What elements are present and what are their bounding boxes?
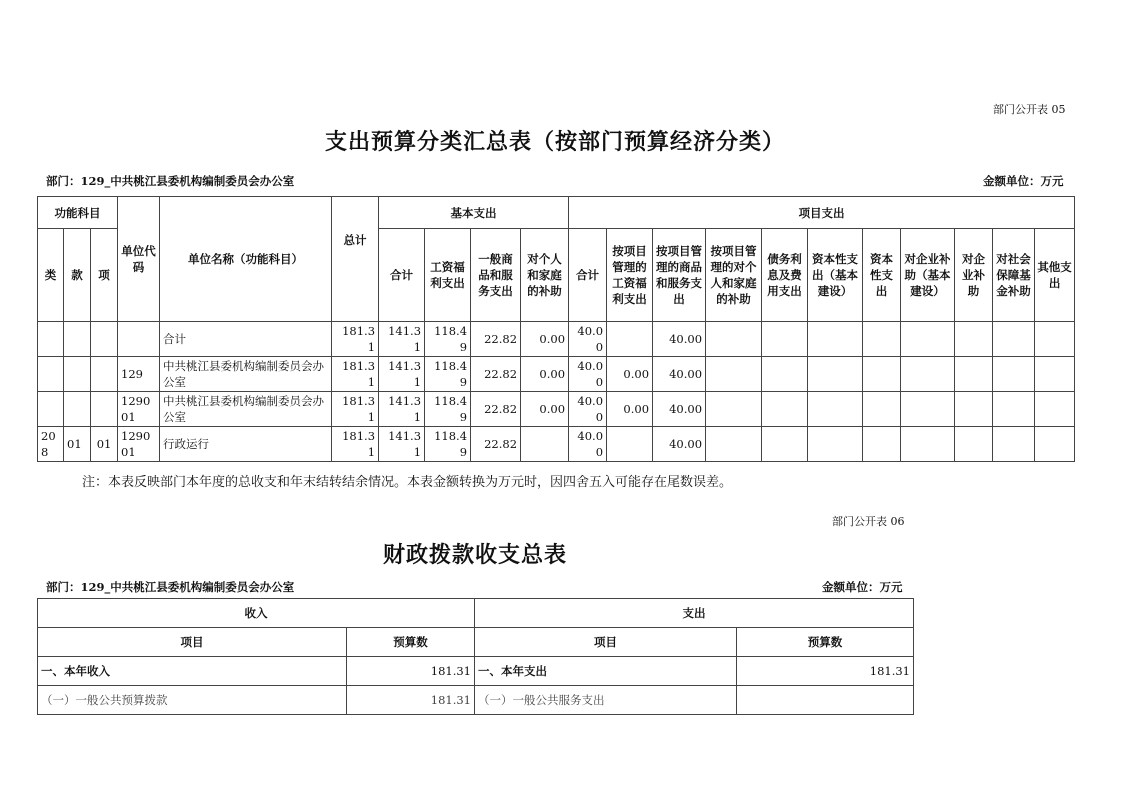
header-expense-budget: 预算数 bbox=[737, 628, 914, 657]
table-cell bbox=[762, 357, 808, 392]
table-cell: 0.00 bbox=[521, 392, 569, 427]
table-cell: 181.31 bbox=[332, 427, 379, 462]
table-cell: 合计 bbox=[160, 322, 332, 357]
table-cell bbox=[808, 392, 863, 427]
table-cell bbox=[955, 322, 993, 357]
table-cell bbox=[64, 392, 91, 427]
table-cell bbox=[901, 392, 955, 427]
table-row bbox=[38, 686, 914, 715]
income-amount: 181.31 bbox=[347, 686, 475, 715]
table-cell bbox=[38, 392, 64, 427]
header-basic-col: 合计 bbox=[379, 229, 425, 322]
table-cell bbox=[955, 392, 993, 427]
table-row bbox=[38, 322, 1075, 357]
table-cell: 129001 bbox=[118, 392, 160, 427]
table-cell bbox=[64, 322, 91, 357]
table-cell: 40.00 bbox=[653, 322, 706, 357]
department-label: 部门：129_中共桃江县委机构编制委员会办公室 bbox=[46, 174, 295, 188]
table-cell bbox=[993, 322, 1035, 357]
table-cell: 22.82 bbox=[471, 427, 521, 462]
table-row bbox=[38, 427, 1075, 462]
table-cell: 141.31 bbox=[379, 392, 425, 427]
table-cell: 40.00 bbox=[569, 427, 607, 462]
fiscal-appropriation-table bbox=[37, 598, 914, 715]
header-total: 总计 bbox=[332, 197, 379, 322]
table-cell bbox=[993, 357, 1035, 392]
table-tag: 部门公开表 05 bbox=[993, 103, 1066, 116]
table-cell: 40.00 bbox=[653, 392, 706, 427]
table-cell: 118.49 bbox=[425, 357, 471, 392]
table-cell: 行政运行 bbox=[160, 427, 332, 462]
table-cell: 0.00 bbox=[521, 322, 569, 357]
header-project-col: 对社会保障基金补助 bbox=[993, 229, 1035, 322]
header-basic-col: 工资福利支出 bbox=[425, 229, 471, 322]
header-xiang: 项 bbox=[91, 229, 118, 322]
header-project: 项目支出 bbox=[569, 197, 1075, 229]
table-cell bbox=[901, 427, 955, 462]
header-kuan: 款 bbox=[64, 229, 91, 322]
header-lei: 类 bbox=[38, 229, 64, 322]
table-cell bbox=[863, 357, 901, 392]
table-cell: 22.82 bbox=[471, 357, 521, 392]
table-cell bbox=[901, 322, 955, 357]
table-cell bbox=[808, 357, 863, 392]
table-cell: 129001 bbox=[118, 427, 160, 462]
header-project-col: 按项目管理的对个人和家庭的补助 bbox=[706, 229, 762, 322]
table-cell: 181.31 bbox=[332, 357, 379, 392]
header-project-col: 其他支出 bbox=[1035, 229, 1075, 322]
expense-classification-table bbox=[37, 196, 1075, 462]
table-cell bbox=[521, 427, 569, 462]
table-cell: 40.00 bbox=[569, 357, 607, 392]
table-cell bbox=[1035, 322, 1075, 357]
table-cell bbox=[706, 427, 762, 462]
table-cell bbox=[91, 357, 118, 392]
table-cell: 181.31 bbox=[332, 322, 379, 357]
table-cell bbox=[863, 392, 901, 427]
header-name: 单位名称（功能科目） bbox=[160, 197, 332, 322]
page-title-2: 财政拨款收支总表 bbox=[382, 542, 567, 568]
table-cell bbox=[38, 322, 64, 357]
header-project-col: 按项目管理的商品和服务支出 bbox=[653, 229, 706, 322]
table-tag-2: 部门公开表 06 bbox=[832, 515, 905, 528]
table-row bbox=[38, 357, 1075, 392]
expense-item: （一）一般公共服务支出 bbox=[475, 686, 737, 715]
header-income-item: 项目 bbox=[38, 628, 347, 657]
table-cell: 0.00 bbox=[607, 357, 653, 392]
table-cell bbox=[607, 322, 653, 357]
table-cell bbox=[762, 322, 808, 357]
table-row bbox=[38, 657, 914, 686]
table-cell bbox=[762, 392, 808, 427]
table-cell bbox=[901, 357, 955, 392]
header-income-budget: 预算数 bbox=[347, 628, 475, 657]
table-cell bbox=[38, 357, 64, 392]
table-cell: 40.00 bbox=[653, 427, 706, 462]
table-cell: 22.82 bbox=[471, 322, 521, 357]
table-cell: 22.82 bbox=[471, 392, 521, 427]
table-cell: 40.00 bbox=[569, 392, 607, 427]
header-code: 单位代码 bbox=[118, 197, 160, 322]
income-amount: 181.31 bbox=[347, 657, 475, 686]
table-cell: 141.31 bbox=[379, 357, 425, 392]
table-cell bbox=[1035, 392, 1075, 427]
table-cell bbox=[706, 392, 762, 427]
table-cell bbox=[1035, 357, 1075, 392]
table-cell bbox=[91, 322, 118, 357]
expense-amount bbox=[737, 686, 914, 715]
header-project-col: 对企业补助（基本建设） bbox=[901, 229, 955, 322]
table-cell: 40.00 bbox=[569, 322, 607, 357]
table-cell bbox=[607, 427, 653, 462]
header-project-col: 按项目管理的工资福利支出 bbox=[607, 229, 653, 322]
header-func: 功能科目 bbox=[38, 197, 118, 229]
unit-label: 金额单位：万元 bbox=[983, 174, 1064, 188]
table-cell bbox=[118, 322, 160, 357]
table-cell: 01 bbox=[91, 427, 118, 462]
table-cell: 141.31 bbox=[379, 322, 425, 357]
table-cell bbox=[863, 427, 901, 462]
table-cell bbox=[993, 392, 1035, 427]
table-cell: 118.49 bbox=[425, 392, 471, 427]
income-item: 一、本年收入 bbox=[38, 657, 347, 686]
header-basic-col: 一般商品和服务支出 bbox=[471, 229, 521, 322]
table-cell: 129 bbox=[118, 357, 160, 392]
table-cell bbox=[1035, 427, 1075, 462]
expense-item: 一、本年支出 bbox=[475, 657, 737, 686]
table-cell bbox=[762, 427, 808, 462]
expense-amount: 181.31 bbox=[737, 657, 914, 686]
page-title: 支出预算分类汇总表（按部门预算经济分类） bbox=[324, 129, 785, 155]
department-label-2: 部门：129_中共桃江县委机构编制委员会办公室 bbox=[46, 580, 295, 594]
table-cell bbox=[863, 322, 901, 357]
table-cell bbox=[706, 357, 762, 392]
header-project-col: 资本性支出 bbox=[863, 229, 901, 322]
header-basic-col: 对个人和家庭的补助 bbox=[521, 229, 569, 322]
table-cell bbox=[706, 322, 762, 357]
table-cell bbox=[808, 322, 863, 357]
table-cell: 40.00 bbox=[653, 357, 706, 392]
header-project-col: 资本性支出（基本建设） bbox=[808, 229, 863, 322]
table-row bbox=[38, 392, 1075, 427]
table-cell: 01 bbox=[64, 427, 91, 462]
header-project-col: 债务利息及费用支出 bbox=[762, 229, 808, 322]
header-expense-item: 项目 bbox=[475, 628, 737, 657]
income-item: （一）一般公共预算拨款 bbox=[38, 686, 347, 715]
header-basic: 基本支出 bbox=[379, 197, 569, 229]
table-cell: 118.49 bbox=[425, 322, 471, 357]
table-cell bbox=[64, 357, 91, 392]
table-cell bbox=[955, 427, 993, 462]
table-cell bbox=[91, 392, 118, 427]
table-cell: 中共桃江县委机构编制委员会办公室 bbox=[160, 392, 332, 427]
table-cell: 中共桃江县委机构编制委员会办公室 bbox=[160, 357, 332, 392]
table-cell: 181.31 bbox=[332, 392, 379, 427]
table-cell bbox=[993, 427, 1035, 462]
table-cell: 0.00 bbox=[607, 392, 653, 427]
header-expense: 支出 bbox=[475, 599, 914, 628]
table-cell bbox=[955, 357, 993, 392]
header-project-col: 合计 bbox=[569, 229, 607, 322]
table-note: 注：本表反映部门本年度的总收支和年末结转结余情况。本表金额转换为万元时，因四舍五入可能存在尾数误差。 bbox=[82, 475, 733, 490]
unit-label-2: 金额单位：万元 bbox=[822, 580, 903, 594]
header-project-col: 对企业补助 bbox=[955, 229, 993, 322]
table-cell bbox=[808, 427, 863, 462]
header-income: 收入 bbox=[38, 599, 475, 628]
table-cell: 0.00 bbox=[521, 357, 569, 392]
table-cell: 141.31 bbox=[379, 427, 425, 462]
table-cell: 208 bbox=[38, 427, 64, 462]
table-cell: 118.49 bbox=[425, 427, 471, 462]
